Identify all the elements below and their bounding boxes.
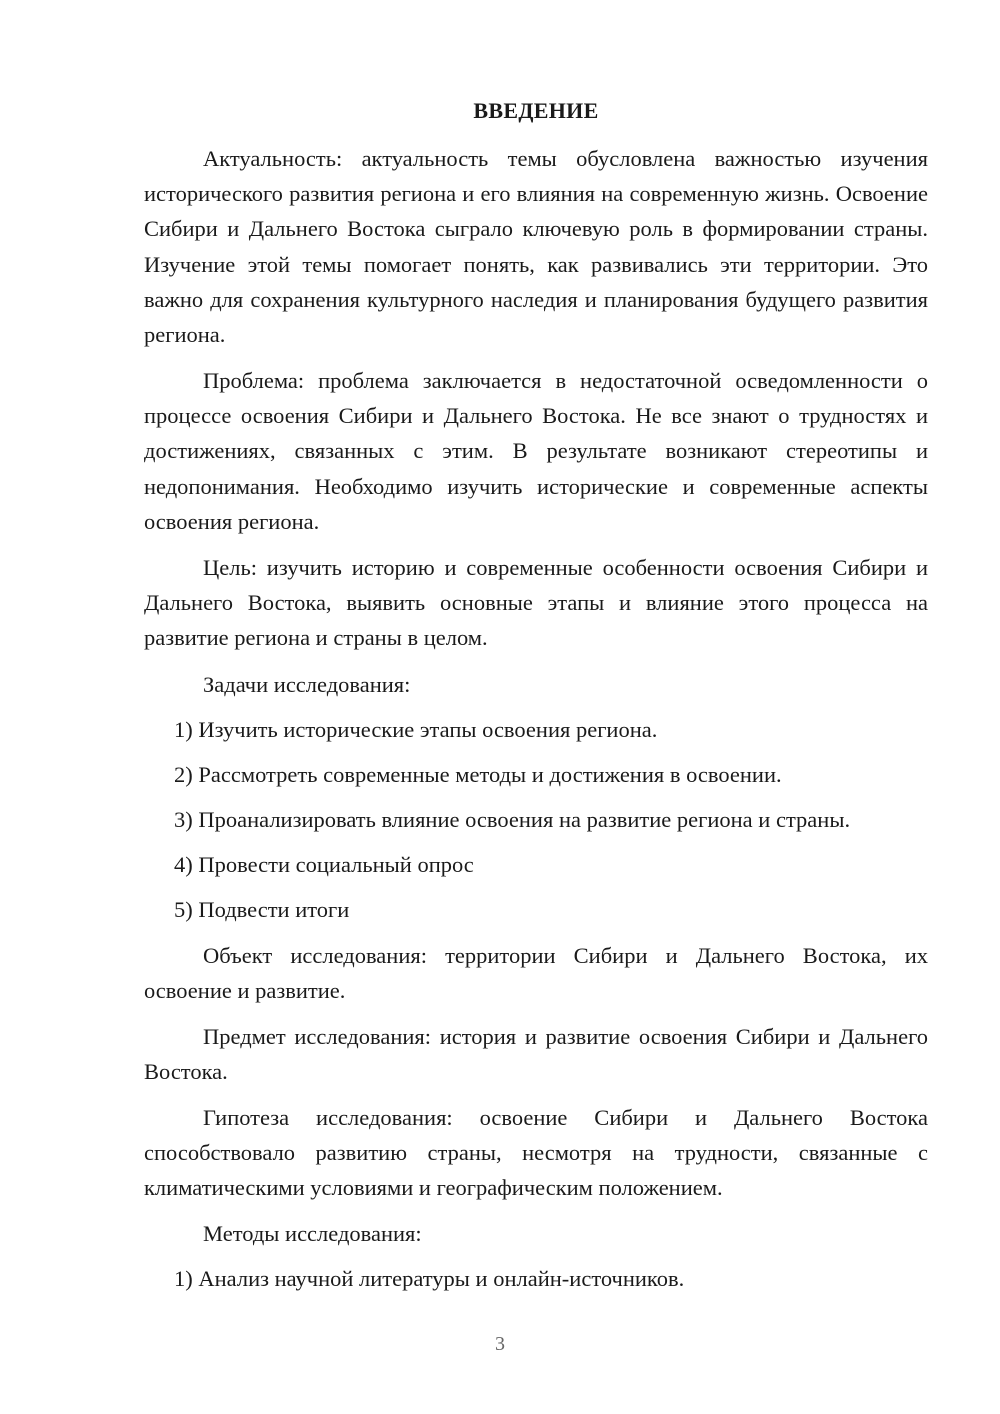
tasks-heading: Задачи исследования:	[203, 672, 411, 697]
paragraph-subject: Предмет исследования: история и развитие освоения Сибири и Дальнего Востока.	[144, 1024, 928, 1085]
paragraph-object: Объект исследования: территории Сибири и Дальнего Востока, их освоение и развитие.	[144, 943, 928, 1004]
paragraph-problem: Проблема: проблема заключается в недостаточной осведомленности о процессе освоения Сибири и Дальнего Востока. Не все знают о трудностях и достижениях, связанных с этим. В результате возникают стереотипы и недопонимания. Необходимо изучить исторические и современные аспекты освоения региона.	[144, 368, 928, 534]
document-page	[144, 0, 928, 1414]
paragraph-goal: Цель: изучить историю и современные особенности освоения Сибири и Дальнего Востока, выявить основные этапы и влияние этого процесса на развитие региона и страны в целом.	[144, 555, 928, 651]
method-item-1: 1) Анализ научной литературы и онлайн-источников.	[174, 1266, 685, 1291]
section-title: ВВЕДЕНИЕ	[473, 98, 599, 123]
task-item-1: 1) Изучить исторические этапы освоения региона.	[174, 717, 658, 742]
methods-heading: Методы исследования:	[203, 1221, 422, 1246]
task-item-4: 4) Провести социальный опрос	[174, 852, 474, 877]
page-number: 3	[495, 1333, 505, 1355]
task-item-5: 5) Подвести итоги	[174, 897, 350, 922]
task-item-2: 2) Рассмотреть современные методы и достижения в освоении.	[174, 762, 782, 787]
task-item-3: 3) Проанализировать влияние освоения на развитие региона и страны.	[174, 807, 851, 832]
paragraph-relevance: Актуальность: актуальность темы обусловлена важностью изучения исторического развития региона и его влияния на современную жизнь. Освоение Сибири и Дальнего Востока сыграло ключевую роль в формировании страны. Изучение этой темы помогает понять, как развивались эти территории. Это важно для сохранения культурного наследия и планирования будущего развития региона.	[144, 146, 928, 348]
paragraph-hypothesis: Гипотеза исследования: освоение Сибири и Дальнего Востока способствовало развитию страны, несмотря на трудности, связанные с климатическими условиями и географическим положением.	[144, 1105, 928, 1201]
